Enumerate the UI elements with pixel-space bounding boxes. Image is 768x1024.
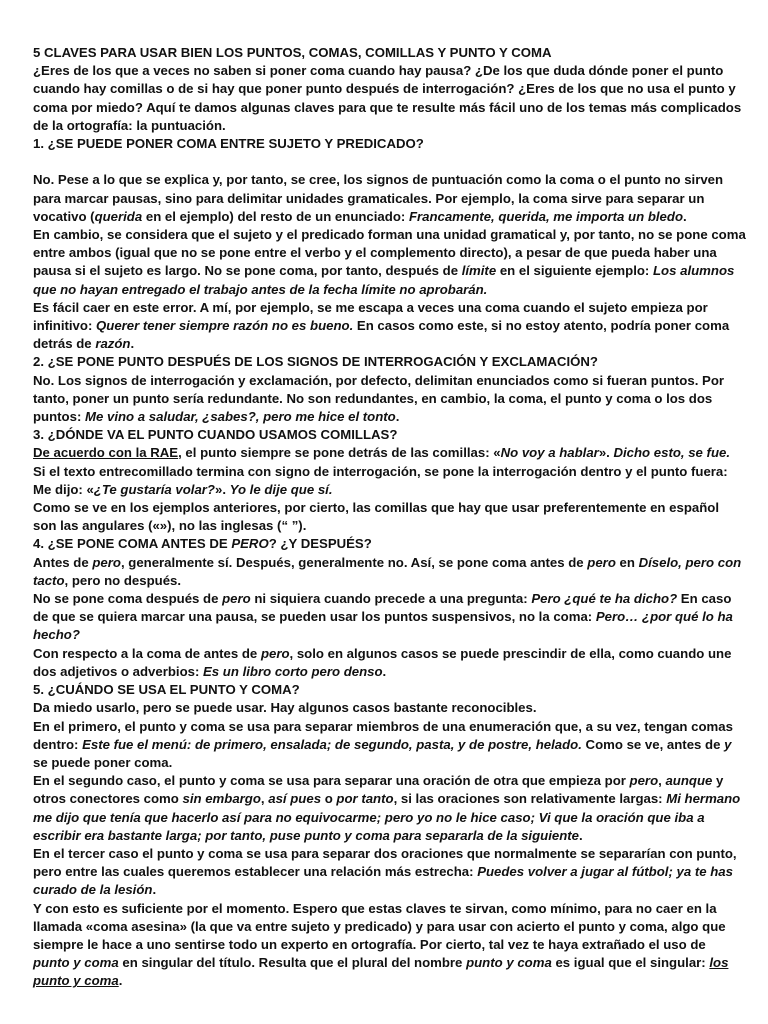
text-run: En cambio, se considera que el sujeto y el predicado forman una unidad gramatical y, por tanto, no se pone coma entre ambos (igual que no se pone entre el verbo y el complemento directo), a pesar de que pueda haber una pausa si el sujeto es largo. No se pone coma, por tanto, después de bbox=[33, 227, 746, 279]
text-run: 3. ¿DÓNDE VA EL PUNTO CUANDO USAMOS COMILLAS? bbox=[33, 427, 398, 443]
paragraph bbox=[33, 699, 746, 717]
italic-text: PERO bbox=[231, 536, 269, 552]
text-run: , solo en algunos casos se puede prescindir de ella, como cuando une dos adjetivos o adverbios: bbox=[33, 645, 732, 679]
text-run: en singular del título. Resulta que el plural del nombre bbox=[118, 955, 467, 971]
text-run: 1. ¿SE PUEDE PONER COMA ENTRE SUJETO Y PREDICADO? bbox=[33, 136, 424, 152]
paragraph bbox=[33, 554, 746, 590]
text-run: Es fácil caer en este error. A mí, por ejemplo, se me escapa a veces una coma cuando el sujeto empieza por infinitivo: bbox=[33, 299, 708, 334]
text-run: Si el texto entrecomillado termina con signo de interrogación, se pone la interrogación dentro y el punto fuera: Me dijo: « bbox=[33, 463, 728, 497]
paragraph bbox=[33, 444, 746, 499]
italic-text: Puedes volver a jugar al fútbol; ya te has curado de la lesión bbox=[33, 864, 733, 898]
paragraph bbox=[33, 772, 746, 845]
italic-text: Yo le dije que sí. bbox=[229, 481, 333, 497]
italic-text: ¿Te gustaría volar? bbox=[93, 481, 215, 497]
text-run: Antes de bbox=[33, 554, 93, 570]
paragraph bbox=[33, 426, 746, 444]
text-run: , pero no después. bbox=[64, 572, 182, 588]
italic-text: límite bbox=[461, 263, 497, 279]
italic-text: así pues bbox=[268, 791, 322, 807]
italic-text: querida bbox=[94, 208, 143, 224]
text-run: ». bbox=[214, 481, 230, 497]
text-run: , si las oraciones son relativamente largas: bbox=[393, 791, 667, 807]
paragraph bbox=[33, 718, 746, 773]
italic-text: punto y coma bbox=[33, 955, 119, 971]
italic-text: pero bbox=[629, 773, 659, 789]
italic-text: Mi hermano me dijo que tenía que hacerlo así para no equivocarme; pero yo no le hice caso; Vi que la oración que iba a escribir era bastante larga; por tanto, puse punto y coma para separarla de la siguiente bbox=[33, 791, 741, 843]
text-run: . bbox=[118, 973, 123, 989]
text-run: . bbox=[683, 208, 687, 224]
italic-text: Díselo, pero con tacto bbox=[33, 554, 742, 588]
text-run: , el punto siempre se pone detrás de las comillas: « bbox=[178, 445, 501, 461]
paragraph bbox=[33, 171, 746, 226]
italic-text: Los alumnos que no hayan entregado el trabajo antes de la fecha límite no aprobarán. bbox=[33, 263, 735, 297]
text-run: 4. ¿SE PONE COMA ANTES DE bbox=[33, 536, 232, 552]
italic-text: Dicho esto, se fue. bbox=[613, 445, 731, 461]
italic-text: punto y coma bbox=[466, 955, 552, 971]
text-run: En casos como este, si no estoy atento, podría poner coma detrás de bbox=[33, 318, 730, 352]
text-run: No. Pese a lo que se explica y, por tanto, se cree, los signos de puntuación como la coma o el punto no sirven para marcar pausas, sino para delimitar unidades gramaticales. Por ejemplo, la coma sirve para separar un vocativo ( bbox=[33, 172, 724, 224]
paragraph bbox=[33, 845, 746, 900]
paragraph bbox=[33, 645, 746, 681]
italic-text: por tanto bbox=[336, 791, 394, 807]
text-run: Como se ve, antes de bbox=[581, 736, 725, 752]
paragraph bbox=[33, 353, 746, 371]
italic-text: aunque bbox=[665, 773, 713, 789]
text-run: en bbox=[615, 554, 639, 570]
italic-text: pero bbox=[92, 554, 121, 570]
paragraph bbox=[33, 372, 746, 427]
text-run: o bbox=[321, 791, 337, 807]
text-run: 5. ¿CUÁNDO SE USA EL PUNTO Y COMA? bbox=[33, 682, 300, 698]
paragraph bbox=[33, 135, 746, 153]
italic-text: razón bbox=[95, 336, 131, 352]
document-title: 5 CLAVES PARA USAR BIEN LOS PUNTOS, COMAS, COMILLAS Y PUNTO Y COMA bbox=[33, 45, 552, 60]
text-run: ». bbox=[598, 445, 614, 461]
text-run: . bbox=[130, 336, 135, 352]
text-run: se puede poner coma. bbox=[33, 754, 173, 770]
italic-text: sin embargo bbox=[182, 791, 261, 807]
text-run: . bbox=[579, 827, 583, 843]
paragraph bbox=[33, 590, 746, 645]
text-run: 2. ¿SE PONE PUNTO DESPUÉS DE LOS SIGNOS DE INTERROGACIÓN Y EXCLAMACIÓN? bbox=[33, 354, 598, 370]
text-run: Con respecto a la coma de antes de bbox=[33, 645, 261, 661]
text-run: . bbox=[395, 409, 400, 425]
text-run: , bbox=[260, 791, 269, 807]
text-run: ? ¿Y DESPUÉS? bbox=[268, 536, 372, 552]
text-run: En el segundo caso, el punto y coma se usa para separar una oración de otra que empieza por bbox=[33, 773, 630, 789]
document-body bbox=[33, 62, 746, 990]
italic-text: y bbox=[724, 736, 732, 752]
text-run: y otros conectores como bbox=[33, 773, 724, 807]
text-run: es igual que el singular: bbox=[551, 955, 710, 971]
text-run: En caso de que se quiera marcar una pausa, se pueden usar los puntos suspensivos, no la coma: bbox=[33, 591, 732, 625]
italic-text: Querer tener siempre razón no es bueno. bbox=[96, 318, 354, 334]
paragraph bbox=[33, 499, 746, 535]
text-run: En el primero, el punto y coma se usa para separar miembros de una enumeración que, a su vez, tengan comas dentro: bbox=[33, 718, 733, 752]
italic-text: Francamente, querida, me importa un bledo bbox=[408, 208, 683, 224]
italic-text: pero bbox=[222, 591, 251, 607]
paragraph bbox=[33, 62, 746, 135]
text-run: Como se ve en los ejemplos anteriores, por cierto, las comillas que hay que usar preferentemente en español son las angulares («»), no las inglesas (“ ”). bbox=[33, 500, 719, 534]
paragraph bbox=[33, 681, 746, 699]
italic-text: pero bbox=[587, 554, 616, 570]
text-run: En el tercer caso el punto y coma se usa para separar dos oraciones que normalmente se separarían con punto, pero entre las cuales queremos establecer una relación más estrecha: bbox=[33, 845, 737, 880]
italic-text: Pero… ¿por qué lo ha hecho? bbox=[33, 609, 733, 643]
italic-text: Es un libro corto pero denso bbox=[203, 663, 383, 679]
italic-text: No voy a hablar bbox=[500, 445, 599, 461]
text-run: en el ejemplo) del resto de un enunciado: bbox=[142, 208, 409, 224]
italic-text: Pero ¿qué te ha dicho? bbox=[531, 591, 678, 607]
text-run: No se pone coma después de bbox=[33, 591, 223, 607]
text-run: , bbox=[658, 773, 666, 789]
italic-text: pero bbox=[260, 645, 290, 661]
text-run: Da miedo usarlo, pero se puede usar. Hay algunos casos bastante reconocibles. bbox=[33, 700, 537, 716]
paragraph bbox=[33, 535, 746, 553]
text-run: ¿Eres de los que a veces no saben si poner coma cuando hay pausa? ¿De los que duda dónde poner el punto cuando hay comillas o de si hay que poner punto después de interrogación? ¿Eres de los que no usa el punto y coma por miedo? Aquí te damos algunas claves para que te resulte más fácil uno de los temas más complicados de la ortografía: la puntuación. bbox=[33, 63, 742, 133]
text-run: Y con esto es suficiente por el momento. Espero que estas claves te sirvan, como mínimo, para no caer en la llamada «coma asesina» (la que va entre sujeto y predicado) y para usar con acierto el punto y coma, algo que siempre le hace a uno sentirse todo un experto en ortografía. Por cierto, tal vez te haya extrañado el uso de bbox=[33, 900, 726, 952]
italic-text: Me vino a saludar, ¿sabes?, pero me hice el tonto bbox=[85, 409, 396, 425]
underlined-text[interactable]: De acuerdo con la RAE bbox=[33, 445, 179, 461]
text-run: , generalmente sí. Después, generalmente no. Así, se pone coma antes de bbox=[120, 554, 588, 570]
paragraph bbox=[33, 299, 746, 354]
paragraph bbox=[33, 900, 746, 991]
underlined-text[interactable]: los punto y coma bbox=[33, 955, 729, 989]
text-run: en el siguiente ejemplo: bbox=[496, 263, 653, 279]
paragraph bbox=[33, 226, 746, 299]
text-run: ni siquiera cuando precede a una pregunta: bbox=[250, 591, 532, 607]
blank-line bbox=[33, 153, 746, 171]
text-run: . bbox=[382, 663, 387, 679]
italic-text: Este fue el menú: de primero, ensalada; de segundo, pasta, y de postre, helado. bbox=[82, 736, 582, 752]
text-run: No. Los signos de interrogación y exclamación, por defecto, delimitan enunciados como si fueran puntos. Por tanto, poner un punto sería redundante. No son redundantes, en cambio, la coma, el punto y coma o los dos puntos: bbox=[33, 372, 725, 425]
text-run: . bbox=[152, 882, 157, 898]
